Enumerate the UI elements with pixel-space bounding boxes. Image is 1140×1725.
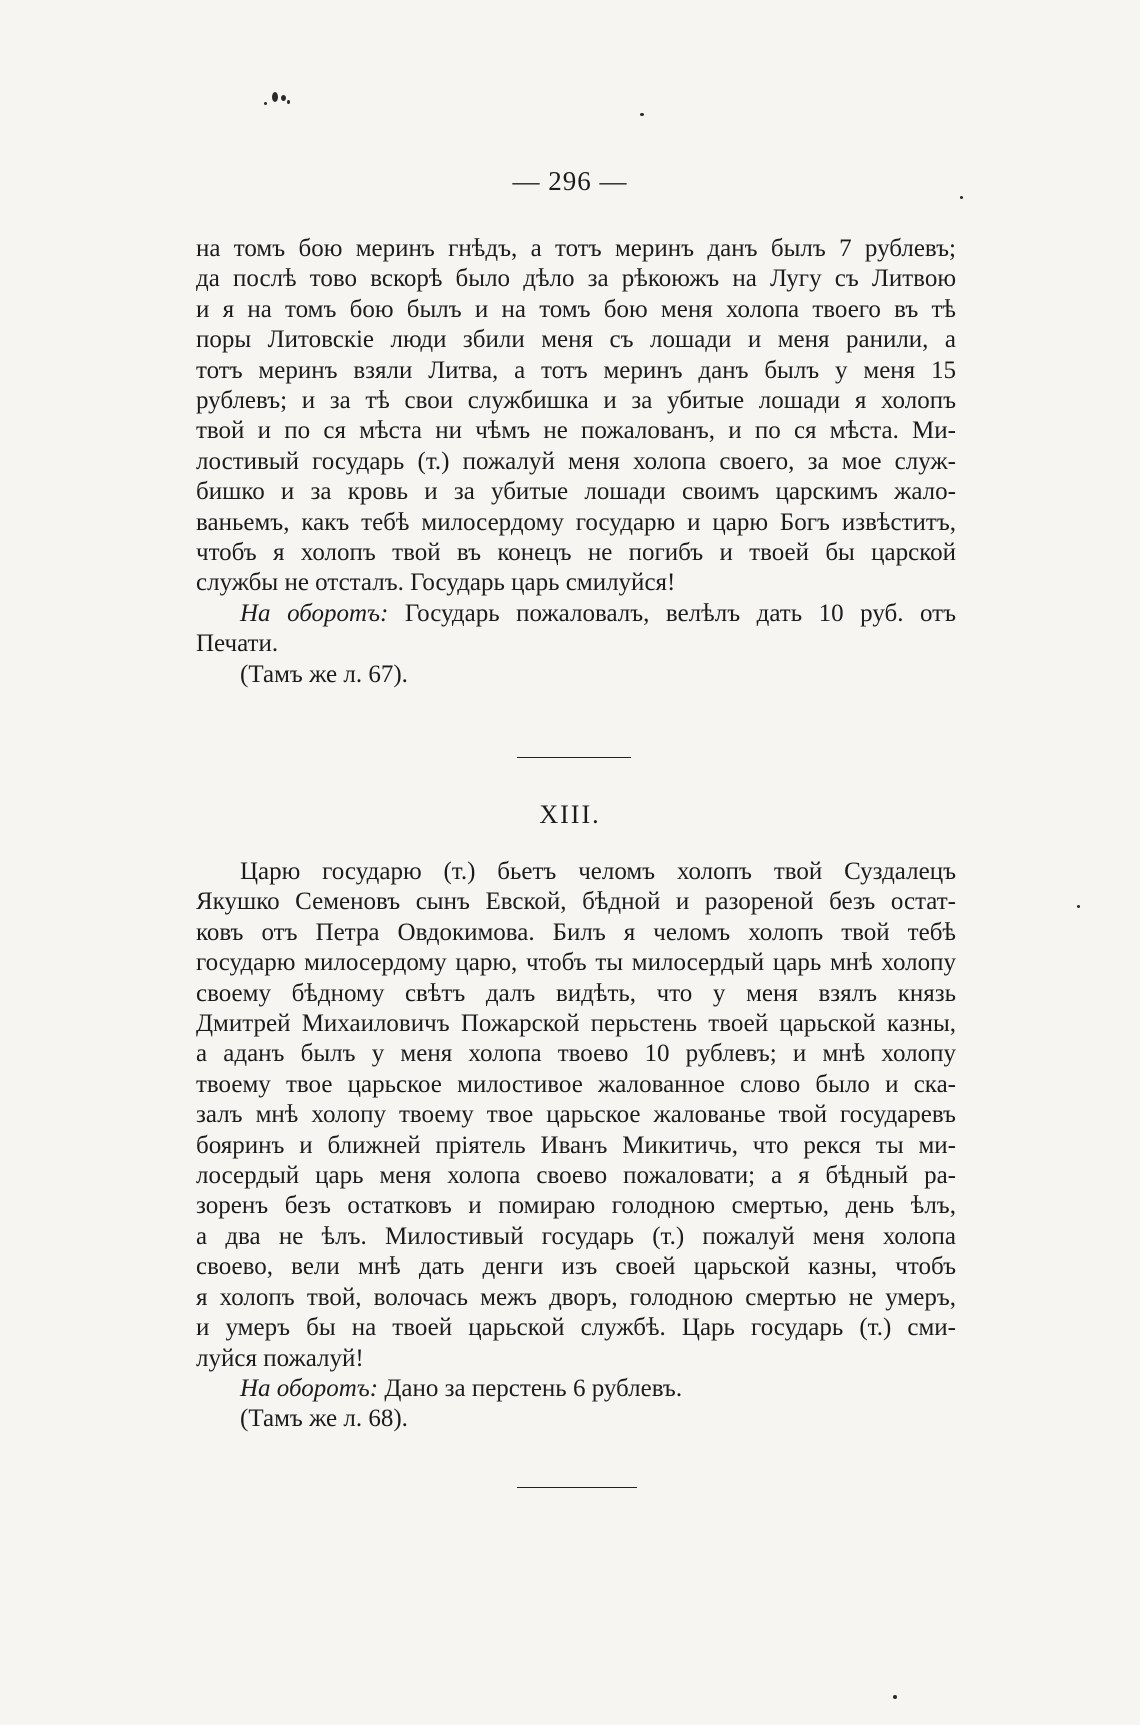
reverse-note-text: Дано за перстень 6 рублевъ. bbox=[378, 1374, 683, 1402]
section-divider bbox=[517, 1487, 637, 1488]
text-line: своево, вели мнѣ дать денги изъ своей царьской казны, чтобъ bbox=[196, 1253, 956, 1281]
text-line: тотъ меринъ взяли Литва, а тотъ меринъ данъ былъ у меня 15 bbox=[196, 356, 956, 384]
text-line: лосердый царь меня холопа своево пожаловати; а я бѣдный ра- bbox=[196, 1162, 956, 1190]
text-line: государю милосердому царю, чтобъ ты милосердый царь мнѣ холопу bbox=[196, 949, 956, 977]
reverse-note-text: Государь пожаловалъ, велѣлъ дать 10 руб. отъ bbox=[388, 599, 956, 627]
text-line: своему бѣдному свѣтъ далъ видѣть, что у меня взялъ князь bbox=[196, 979, 956, 1007]
petition-xiii bbox=[196, 857, 956, 1435]
text-line: поры Литовскіе люди збили меня съ лошади и меня ранили, а bbox=[196, 326, 956, 354]
source-reference: (Тамъ же л. 67). bbox=[240, 660, 408, 688]
ink-speck bbox=[287, 100, 290, 104]
text-line: Якушко Семеновъ сынъ Евской, бѣдной и разореной безъ остат- bbox=[196, 888, 956, 916]
text-line: твой и по ся мѣста ни чѣмъ не пожалованъ, и по ся мѣста. Ми- bbox=[196, 417, 956, 445]
text-line: твоему твое царьское милостивое жалованное слово было и ска- bbox=[196, 1070, 956, 1098]
reverse-note-label: На оборотъ: bbox=[240, 599, 389, 627]
reverse-note bbox=[196, 1374, 956, 1404]
ink-speck bbox=[1077, 905, 1080, 908]
text-line: луйся пожалуй! bbox=[196, 1344, 364, 1372]
text-line: и умеръ бы на твоей царьской службѣ. Царь государь (т.) сми- bbox=[196, 1314, 956, 1342]
page-number: — 296 — bbox=[512, 166, 628, 196]
text-line: ваньемъ, какъ тебѣ милосердому государю и царю Богъ извѣститъ, bbox=[196, 508, 956, 536]
text-line: и я на томъ бою былъ и на томъ бою меня холопа твоего въ тѣ bbox=[196, 295, 956, 323]
reverse-note-continuation: Печати. bbox=[196, 630, 279, 658]
text-line: бояринъ и ближней пріятель Иванъ Микитичь, что рекся ты ми- bbox=[196, 1131, 956, 1159]
text-line: а аданъ былъ у меня холопа твоево 10 рублевъ; и мнѣ холопу bbox=[196, 1040, 956, 1068]
text-line: Дмитрей Михаиловичъ Пожарской перьстень твоей царьской казны, bbox=[196, 1010, 956, 1038]
text-line: я холопъ твой, волочась межъ дворъ, голодною смертью не умеръ, bbox=[196, 1283, 956, 1311]
reverse-note-label: На оборотъ: bbox=[240, 1374, 379, 1402]
text-line: залъ мнѣ холопу твоему твое царьское жалованье твой государевъ bbox=[196, 1101, 956, 1129]
text-line: лостивый государь (т.) пожалуй меня холопа своего, за мое служ- bbox=[196, 447, 956, 475]
ink-speck bbox=[272, 92, 278, 102]
text-line: а два не ѣлъ. Милостивый государь (т.) пожалуй меня холопа bbox=[196, 1222, 956, 1250]
text-line: ковъ отъ Петра Овдокимова. Билъ я челомъ холопъ твой тебѣ bbox=[196, 918, 956, 946]
petition-continuation bbox=[196, 234, 956, 690]
text-line: бишко и за кровь и за убитые лошади своимъ царскимъ жало- bbox=[196, 478, 956, 506]
ink-speck bbox=[264, 102, 267, 105]
ink-speck bbox=[893, 1695, 897, 1699]
section-heading: XIII. bbox=[539, 800, 601, 829]
section-divider bbox=[517, 757, 631, 758]
text-line: Царю государю (т.) бьетъ челомъ холопъ твой Суздалецъ bbox=[240, 858, 956, 885]
text-line: рублевъ; и за тѣ свои службишка и за убитые лошади я холопъ bbox=[196, 387, 956, 415]
ink-speck bbox=[640, 113, 644, 116]
text-line: службы не отсталъ. Государь царь смилуйся! bbox=[196, 569, 676, 597]
reverse-note bbox=[196, 599, 956, 629]
text-line: да послѣ тово вскорѣ было дѣло за рѣкоюжъ на Лугу съ Литвою bbox=[196, 265, 956, 293]
ink-speck bbox=[281, 95, 286, 101]
text-line: чтобъ я холопъ твой въ конецъ не погибъ и твоей бы царской bbox=[196, 539, 956, 567]
source-reference: (Тамъ же л. 68). bbox=[240, 1405, 408, 1433]
text-line: на томъ бою меринъ гнѣдъ, а тотъ меринъ данъ былъ 7 рублевъ; bbox=[196, 235, 956, 262]
text-line: зоренъ безъ остатковъ и помираю голодною смертью, день ѣлъ, bbox=[196, 1192, 956, 1220]
